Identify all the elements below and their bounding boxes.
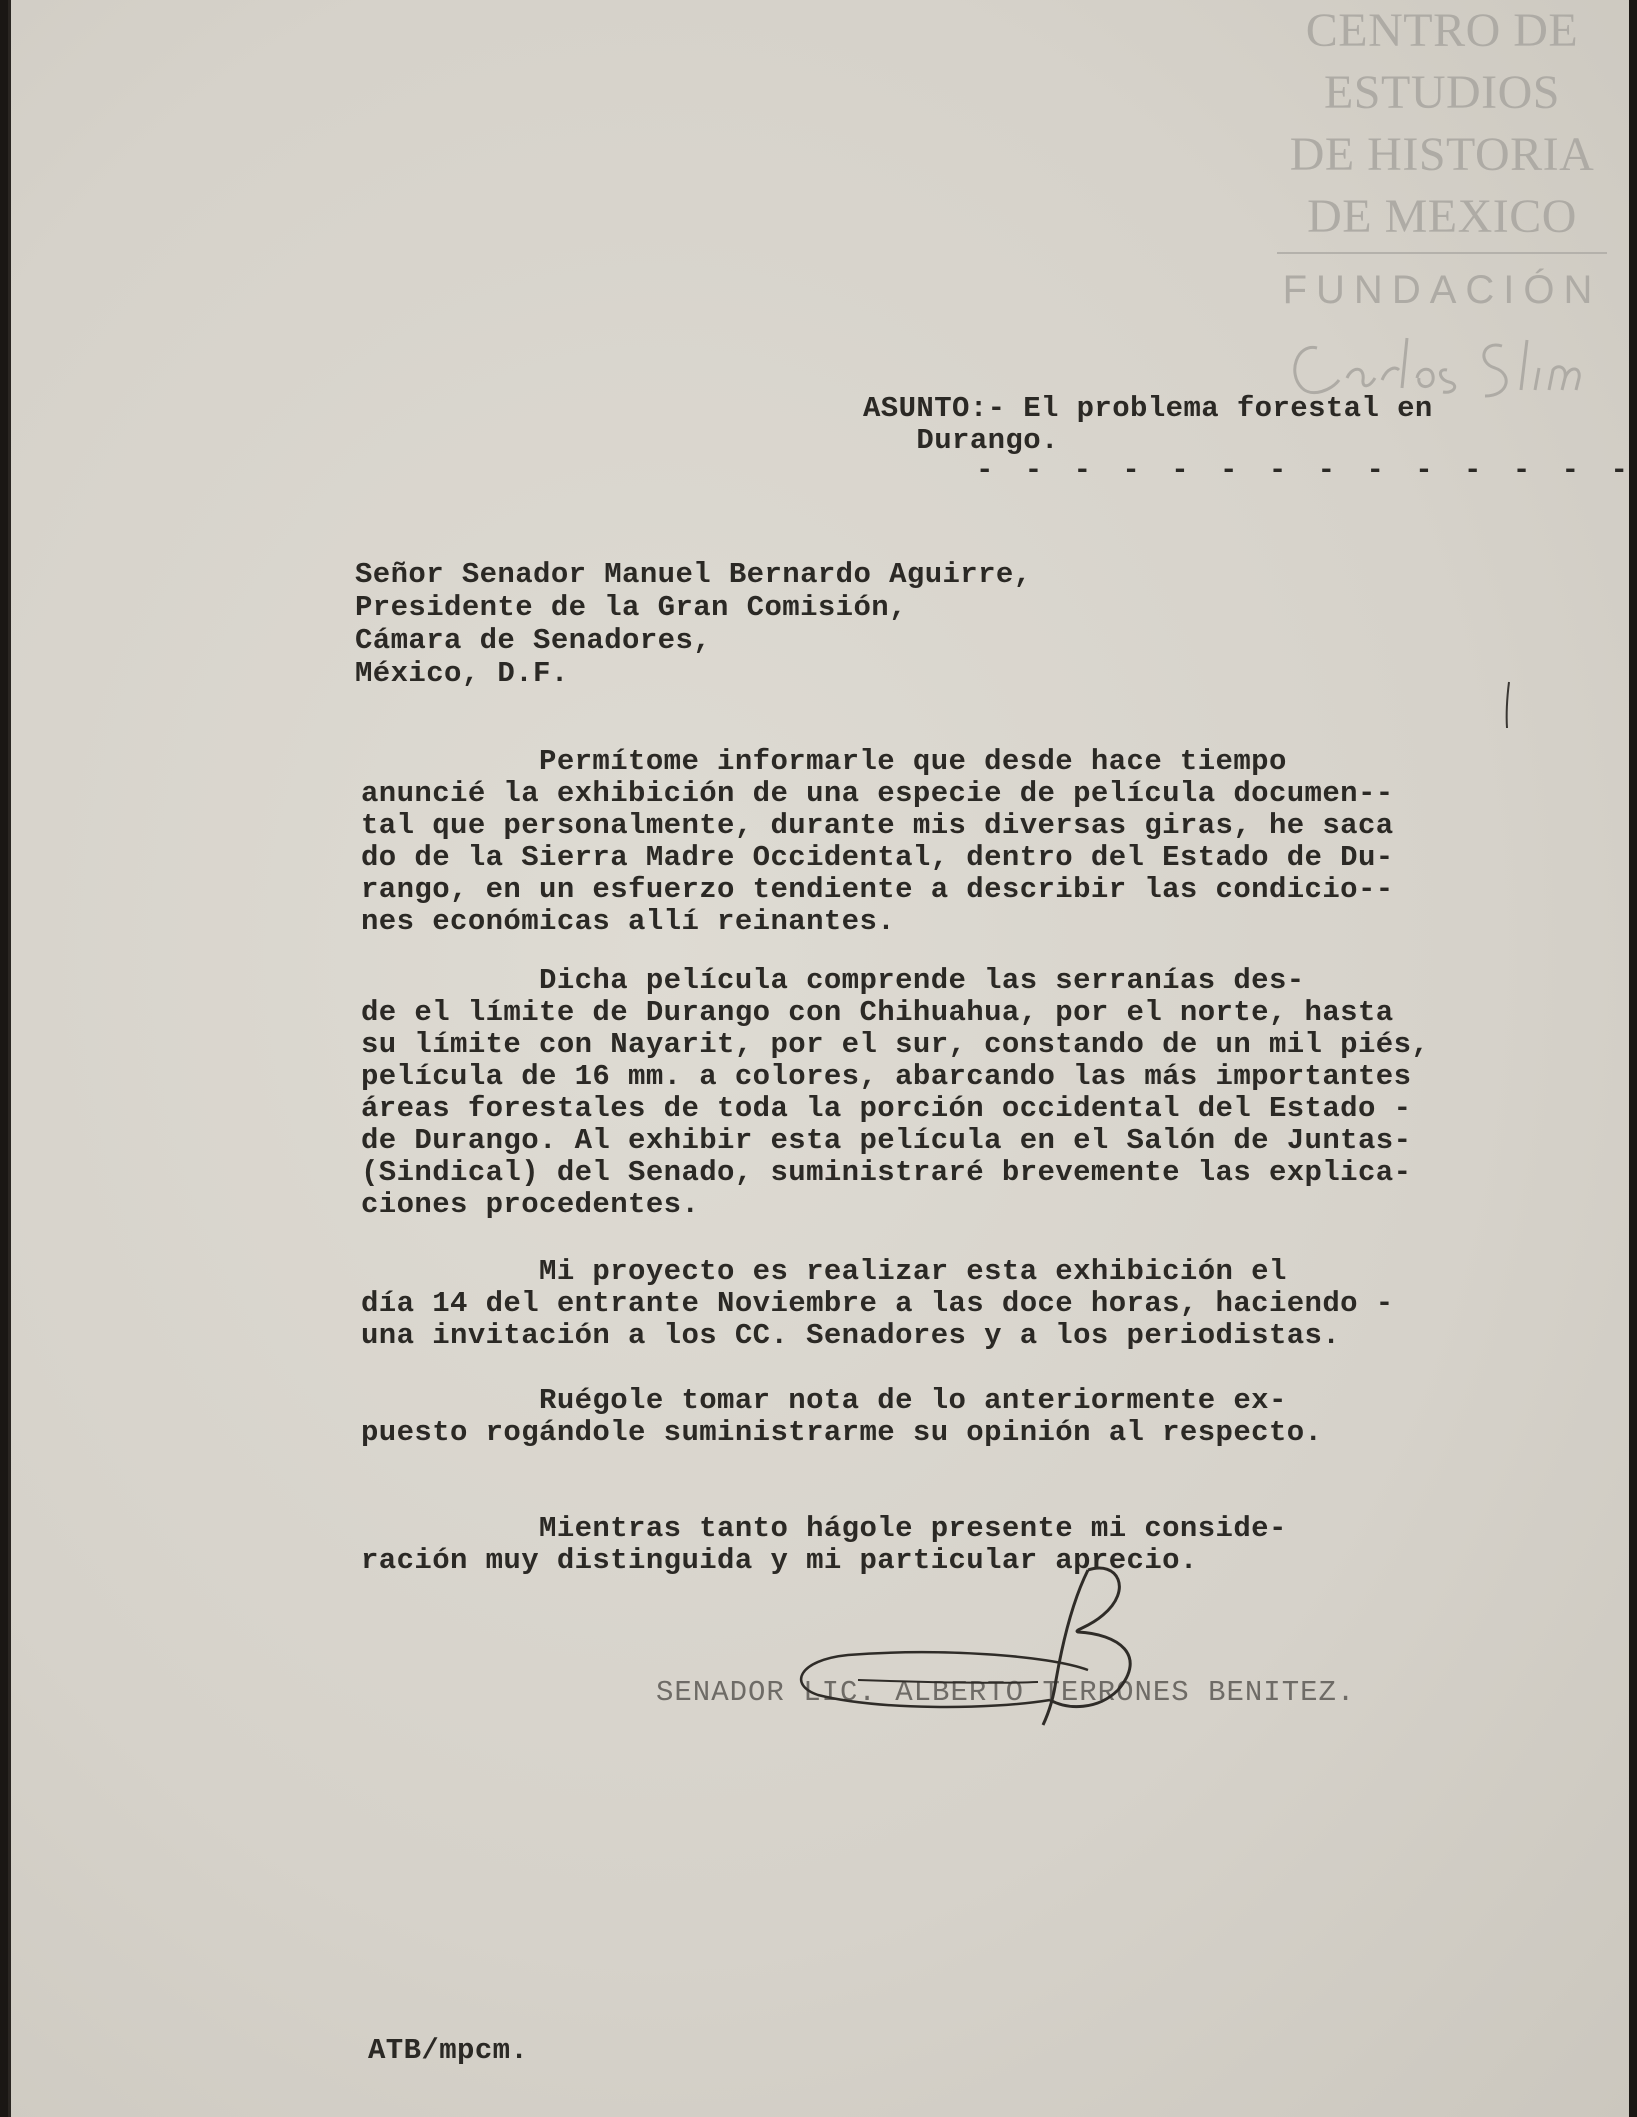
watermark-line-3: DE HISTORIA xyxy=(1289,128,1595,181)
paragraph-line: una invitación a los CC. Senadores y a los periodistas. xyxy=(361,1319,1341,1352)
subject-line-2: Durango. xyxy=(916,424,1059,457)
sender-name: SENADOR LIC. ALBERTO TERRONES BENITEZ. xyxy=(656,1676,1356,1709)
watermark-line-2: ESTUDIOS xyxy=(1323,66,1560,119)
paragraph-1 xyxy=(361,746,1394,938)
paragraph-line: su límite con Nayarit, por el sur, constando de un mil piés, xyxy=(361,1028,1430,1061)
paragraph-line: áreas forestales de toda la porción occidental del Estado - xyxy=(361,1092,1412,1125)
watermark-line-1: CENTRO DE xyxy=(1305,4,1579,57)
paragraph-line: ración muy distinguida y mi particular aprecio. xyxy=(361,1544,1198,1577)
paragraph-4 xyxy=(361,1385,1322,1449)
paragraph-line: Mi proyecto es realizar esta exhibición el xyxy=(361,1255,1287,1288)
watermark-foundation: FUNDACIÓN xyxy=(1282,268,1602,312)
watermark-divider xyxy=(1277,252,1607,254)
subject-line-1: ASUNTO:- El problema forestal en xyxy=(863,392,1433,425)
margin-pencil-mark xyxy=(1503,680,1513,730)
addressee-line-1: Señor Senador Manuel Bernardo Aguirre, xyxy=(355,558,1032,591)
paragraph-line: Ruégole tomar nota de lo anteriormente ex- xyxy=(361,1384,1287,1417)
paragraph-line: día 14 del entrante Noviembre a las doce horas, haciendo - xyxy=(361,1287,1394,1320)
paragraph-line: rango, en un esfuerzo tendiente a describir las condicio-- xyxy=(361,873,1394,906)
archive-watermark xyxy=(1277,0,1607,312)
paragraph-line: de el límite de Durango con Chihuahua, por el norte, hasta xyxy=(361,996,1394,1029)
document-page xyxy=(8,0,1635,2117)
addressee-line-3: Cámara de Senadores, xyxy=(355,624,712,657)
subject-block xyxy=(863,393,1433,457)
paragraph-line: anuncié la exhibición de una especie de película documen-- xyxy=(361,777,1394,810)
addressee-line-2: Presidente de la Gran Comisión, xyxy=(355,591,907,624)
handwritten-signature xyxy=(788,1560,1208,1730)
watermark-line-4: DE MEXICO xyxy=(1307,190,1577,243)
subject-underline: - - - - - - - - - - - - - - xyxy=(976,454,1635,487)
typist-initials: ATB/mpcm. xyxy=(368,2034,529,2067)
paragraph-line: película de 16 mm. a colores, abarcando las más importantes xyxy=(361,1060,1412,1093)
paragraph-line: Permítome informarle que desde hace tiempo xyxy=(361,745,1287,778)
paragraph-line: (Sindical) del Senado, suministraré brevemente las explica- xyxy=(361,1156,1412,1189)
addressee-block xyxy=(355,558,1032,690)
paragraph-line: do de la Sierra Madre Occidental, dentro del Estado de Du- xyxy=(361,841,1394,874)
paragraph-line: nes económicas allí reinantes. xyxy=(361,905,896,938)
paragraph-3 xyxy=(361,1256,1394,1352)
paragraph-line: puesto rogándole suministrarme su opinión al respecto. xyxy=(361,1416,1323,1449)
paragraph-line: tal que personalmente, durante mis diversas giras, he saca xyxy=(361,809,1394,842)
paragraph-line: Dicha película comprende las serranías des- xyxy=(361,964,1305,997)
paragraph-2 xyxy=(361,965,1429,1221)
paragraph-line: ciones procedentes. xyxy=(361,1188,700,1221)
paragraph-line: de Durango. Al exhibir esta película en el Salón de Juntas- xyxy=(361,1124,1412,1157)
addressee-line-4: México, D.F. xyxy=(355,657,569,690)
paragraph-line: Mientras tanto hágole presente mi conside- xyxy=(361,1512,1287,1545)
